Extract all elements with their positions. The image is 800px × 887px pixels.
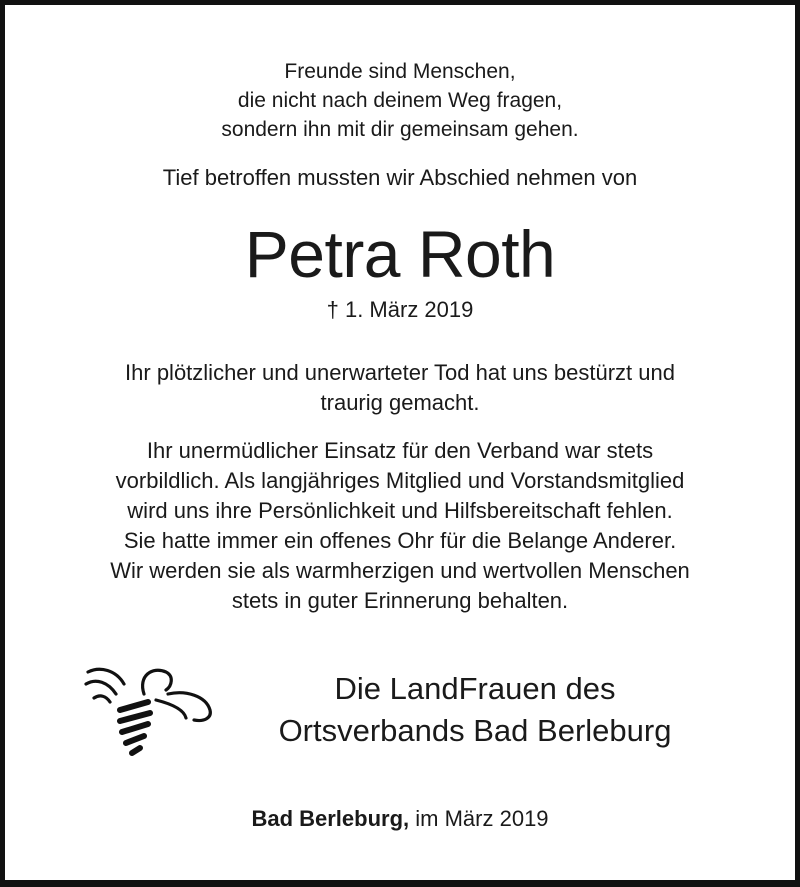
sender-line: Die LandFrauen des xyxy=(334,671,616,706)
paragraph-line: stets in guter Erinnerung behalten. xyxy=(231,588,569,613)
paragraph-line: Sie hatte immer ein offenes Ohr für die Belange Anderer. xyxy=(123,528,677,553)
quote-line: Freunde sind Menschen, xyxy=(284,60,516,83)
paragraph-line: vorbildlich. Als langjähriges Mitglied und Vorstandsmitglied xyxy=(115,468,685,493)
quote-line: die nicht nach deinem Weg fragen, xyxy=(237,89,563,112)
condolence-paragraph-2 xyxy=(0,436,800,616)
paragraph-line: traurig gemacht. xyxy=(320,390,480,415)
signoff xyxy=(0,804,800,834)
deceased-name: Petra Roth xyxy=(244,217,556,291)
condolence-paragraph-1 xyxy=(0,358,800,418)
death-date: † 1. März 2019 xyxy=(326,297,474,322)
bee-logo-icon xyxy=(82,664,214,764)
paragraph-line: Wir werden sie als warmherzigen und wertvollen Menschen xyxy=(110,558,690,583)
opening-quote xyxy=(0,57,800,144)
intro-text: Tief betroffen mussten wir Abschied nehmen von xyxy=(162,165,638,190)
sender-organization xyxy=(215,668,735,752)
signoff-date: im März 2019 xyxy=(409,806,549,831)
paragraph-line: Ihr unermüdlicher Einsatz für den Verband war stets xyxy=(146,438,654,463)
quote-line: sondern ihn mit dir gemeinsam gehen. xyxy=(221,118,579,141)
sender-line: Ortsverbands Bad Berleburg xyxy=(278,713,672,748)
paragraph-line: Ihr plötzlicher und unerwarteter Tod hat uns bestürzt und xyxy=(125,360,675,385)
paragraph-line: wird uns ihre Persönlichkeit und Hilfsbereitschaft fehlen. xyxy=(127,498,673,523)
signoff-place: Bad Berleburg, xyxy=(251,806,410,831)
